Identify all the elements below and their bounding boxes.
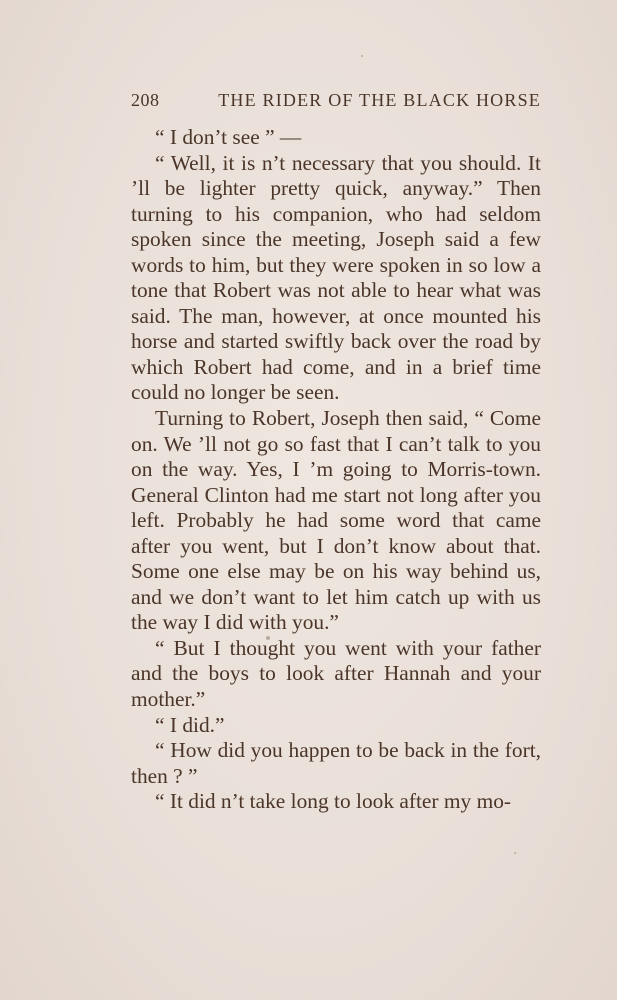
running-title: THE RIDER OF THE BLACK HORSE — [218, 90, 541, 110]
paragraph: “ But I thought you went with your father and the boys to look after Hannah and your mother.” — [131, 635, 541, 712]
paragraph: “ I did.” — [155, 712, 225, 737]
paper-speck — [514, 852, 516, 854]
page-number: 208 — [131, 90, 160, 110]
body-text — [131, 125, 541, 815]
running-header — [131, 90, 541, 111]
paragraph: “ It did n’t take long to look after my mo- — [155, 789, 512, 814]
paper-speck — [361, 55, 363, 57]
paragraph: “ Well, it is n’t necessary that you should. It ’ll be lighter pretty quick, anyway.” Then turning to his companion, who had seldom spoken since the meeting, Joseph said a few words to him, but they were spoken in so low a tone that Robert was not able to hear what was said. The man, however, at once mounted his horse and started swiftly back over the road by which Robert had come, and in a brief time could no longer be seen. — [131, 150, 541, 405]
paragraph: Turning to Robert, Joseph then said, “ Come on. We ’ll not go so fast that I can’t talk to you on the way. Yes, I ’m going to Morris-town. General Clinton had me start not long after you left. Probably he had some word that came after you went, but I don’t know about that. Some one else may be on his way behind us, and we don’t want to let him catch up with us the way I did with you.” — [131, 406, 541, 635]
paragraph: “ I don’t see ” — — [155, 125, 302, 149]
paragraph: “ How did you happen to be back in the fort, then ? ” — [131, 738, 541, 788]
